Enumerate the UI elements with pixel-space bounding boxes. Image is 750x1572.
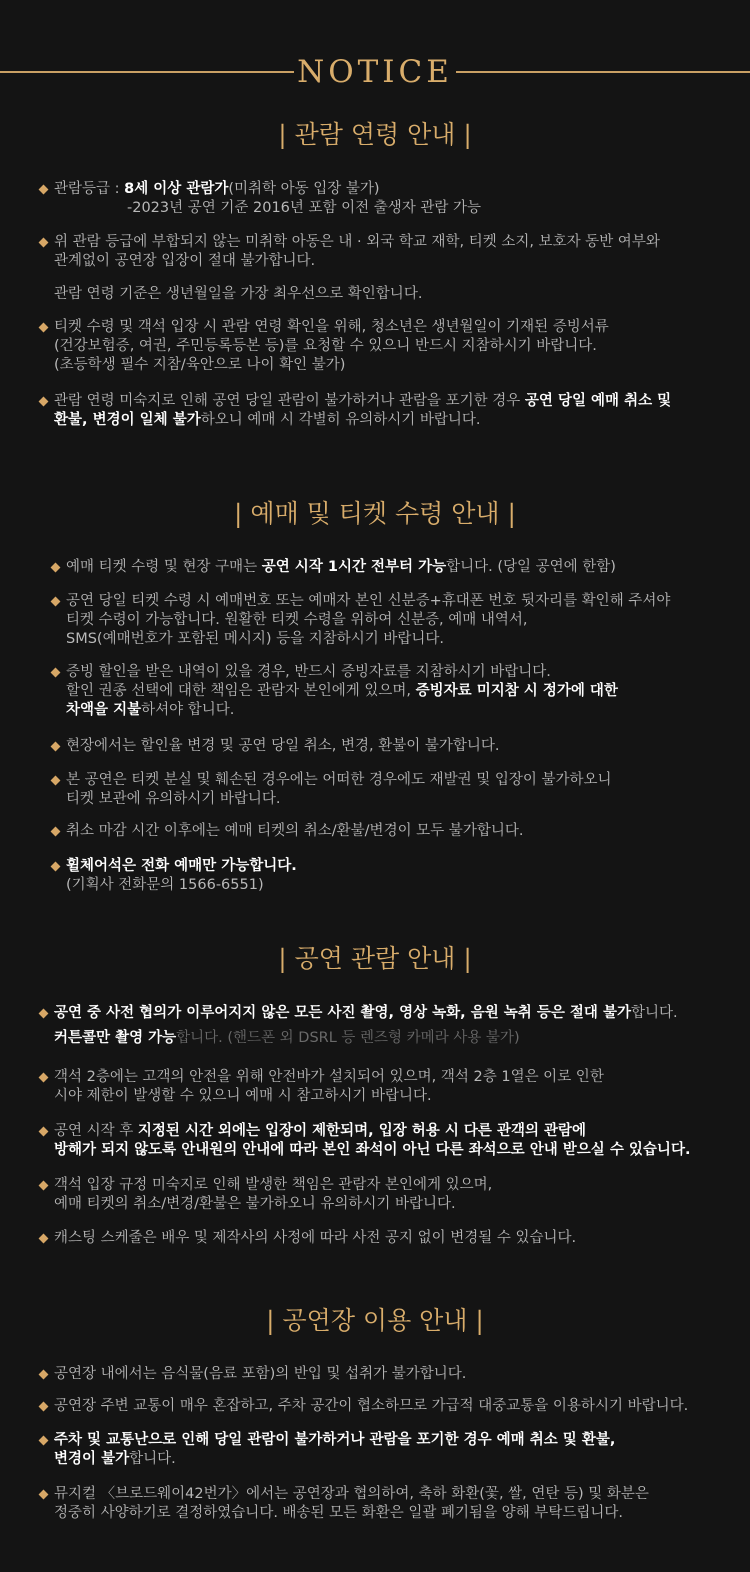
age-id-line-2: (건강보험증, 여권, 주민등록등본 등)를 요청할 수 있으니 반드시 지참하시기 바랍니다. [54,338,597,354]
viewing-photo-tail: 합니다. [630,1005,678,1021]
ticket-lost-line-1: 본 공연은 티켓 분실 및 훼손된 경우에는 어떠한 경우에도 재발권 및 입장이 불가하오니 [66,772,612,788]
bullet-diamond-icon [39,1181,49,1191]
venue-parking-item [54,1431,615,1469]
section-title-venue: | 공연장 이용 안내 | [266,1306,484,1335]
venue-food-text: 공연장 내에서는 음식물(음료 포함)의 반입 및 섭취가 불가합니다. [54,1366,467,1382]
age-refund-tail: 하오니 예매 시 각별히 유의하시기 바랍니다. [200,412,481,428]
viewing-rules-item [54,1176,492,1214]
viewing-rules-line-1: 객석 입장 규정 미숙지로 인해 발생한 책임은 관람자 본인에게 있으며, [54,1177,493,1193]
ticket-lost-item [66,771,612,809]
age-rating-item [54,180,481,218]
age-child-line-1: 위 관람 등급에 부합되지 않는 미취학 아동은 내 · 외국 학교 재학, 티켓 소지, 보호자 동반 여부와 [54,234,660,250]
age-child-item [54,233,660,271]
ticket-id-item [66,592,670,649]
ticket-discount-item [66,663,618,720]
viewing-latecomer-highlight-1: 지정된 시간 외에는 입장이 제한되며, 입장 허용 시 다른 관객의 관람에 [137,1123,587,1139]
viewing-casting-item [54,1229,576,1248]
age-refund-item [54,392,671,430]
venue-parking-highlight-1: 주차 및 교통난으로 인해 당일 관람이 불가하거나 관람을 포기한 경우 예매 취소 및 환불, [54,1432,616,1448]
age-id-line-1: 티켓 수령 및 객석 입장 시 관람 연령 확인을 위해, 청소년은 생년월일이 기재된 증빙서류 [54,319,609,335]
viewing-casting-text: 캐스팅 스케줄은 배우 및 제작사의 사정에 따라 사전 공지 없이 변경될 수 있습니다. [54,1230,577,1246]
ticket-wheelchair-item [66,857,297,895]
header-divider-right [456,71,750,73]
age-refund-text: 관람 연령 미숙지로 인해 공연 당일 관람이 불가하거나 관람을 포기한 경우 [54,393,525,409]
notice-header [0,52,750,92]
viewing-safety-line-1: 객석 2층에는 고객의 안전을 위해 안전바가 설치되어 있으며, 객석 2층 1열은 이로 인한 [54,1069,604,1085]
bullet-diamond-icon [51,742,61,752]
venue-traffic-text: 공연장 주변 교통이 매우 혼잡하고, 주차 공간이 협소하므로 가급적 대중교통을 이용하시기 바랍니다. [54,1398,689,1414]
section-title-age: | 관람 연령 안내 | [278,120,472,149]
bullet-diamond-icon [39,1370,49,1380]
age-rating-note: (미취학 아동 입장 불가) [228,181,380,197]
age-criterion-text: 관람 연령 기준은 생년월일을 가장 최우선으로 확인합니다. [54,286,423,302]
bullet-diamond-icon [39,1234,49,1244]
viewing-latecomer-item [54,1122,690,1160]
viewing-latecomer-text: 공연 시작 후 [54,1123,138,1139]
viewing-rules-line-2: 예매 티켓의 취소/변경/환불은 불가하오니 유의하시기 바랍니다. [54,1196,456,1212]
ticket-discount-highlight-2: 차액을 지불 [66,702,142,718]
venue-wreath-item [54,1485,649,1523]
viewing-curtaincall-note: 합니다. (핸드폰 외 DSRL 등 렌즈형 카메라 사용 불가) [176,1030,520,1046]
bullet-diamond-icon [39,1490,49,1500]
ticket-pickup-highlight: 공연 시작 1시간 전부터 가능 [261,559,447,575]
venue-wreath-line-2: 정중히 사양하기로 결정하였습니다. 배송된 모든 화환은 일괄 폐기됨을 양해 부탁드립니다. [54,1505,623,1521]
bullet-diamond-icon [39,238,49,248]
ticket-discount-line-1: 증빙 할인을 받은 내역이 있을 경우, 반드시 증빙자료를 지참하시기 바랍니다. [66,664,551,680]
bullet-diamond-icon [39,1402,49,1412]
viewing-photo-item [54,1004,678,1048]
bullet-diamond-icon [39,1073,49,1083]
viewing-safety-item [54,1068,604,1106]
section-title-ticket: | 예매 및 티켓 수령 안내 | [234,499,516,528]
venue-parking-tail: 합니다. [129,1451,176,1467]
viewing-curtaincall-highlight: 커튼콜만 촬영 가능 [54,1030,177,1046]
ticket-deadline-item [66,822,523,841]
venue-traffic-item [54,1397,688,1416]
viewing-safety-line-2: 시야 제한이 발생할 수 있으니 예매 시 참고하시기 바랍니다. [54,1088,432,1104]
ticket-wheelchair-phone: (기획사 전화문의 1566-6551) [66,877,264,893]
ticket-discount-tail: 하셔야 합니다. [141,702,235,718]
bullet-diamond-icon [51,827,61,837]
age-criterion-item [54,285,422,304]
venue-wreath-line-1: 뮤지컬 〈브로드웨이42번가〉에서는 공연장과 협의하여, 축하 화환(꽃, 쌀, 연탄 등) 및 화분은 [54,1486,649,1502]
bullet-diamond-icon [51,563,61,573]
section-title-viewing: | 공연 관람 안내 | [278,944,472,973]
venue-parking-highlight-2: 변경이 불가 [54,1451,130,1467]
age-id-item [54,318,609,375]
bullet-diamond-icon [39,185,49,195]
ticket-wheelchair-highlight: 휠체어석은 전화 예매만 가능합니다. [66,858,297,874]
age-rating-sub: -2023년 공연 기준 2016년 포함 이전 출생자 관람 가능 [127,200,482,216]
viewing-latecomer-highlight-2: 방해가 되지 않도록 안내원의 안내에 따라 본인 좌석이 아닌 다른 좌석으로 안내 받으실 수 있습니다. [54,1142,691,1158]
age-refund-highlight-2: 환불, 변경이 일체 불가 [54,412,201,428]
bullet-diamond-icon [39,397,49,407]
bullet-diamond-icon [39,1436,49,1446]
ticket-id-line-2: 티켓 수령이 가능합니다. 원활한 티켓 수령을 위하여 신분증, 예매 내역서, [66,612,528,628]
bullet-diamond-icon [51,668,61,678]
ticket-id-line-1: 공연 당일 티켓 수령 시 예매번호 또는 예매자 본인 신분증+휴대폰 번호 뒷자리를 확인해 주셔야 [66,593,671,609]
ticket-onsite-item [66,737,500,756]
bullet-diamond-icon [39,1127,49,1137]
age-child-line-2: 관계없이 공연장 입장이 절대 불가합니다. [54,253,316,269]
bullet-diamond-icon [51,776,61,786]
bullet-diamond-icon [51,862,61,872]
viewing-photo-highlight: 공연 중 사전 협의가 이루어지지 않은 모든 사진 촬영, 영상 녹화, 음원 녹취 등은 절대 불가 [54,1005,631,1021]
bullet-diamond-icon [51,597,61,607]
notice-title: NOTICE [297,54,453,90]
age-refund-highlight-1: 공연 당일 예매 취소 및 [524,393,672,409]
ticket-discount-highlight-1: 증빙자료 미지참 시 정가에 대한 [415,683,618,699]
ticket-discount-text: 할인 권종 선택에 대한 책임은 관람자 본인에게 있으며, [66,683,416,699]
ticket-pickup-tail: 합니다. (당일 공연에 한함) [446,559,616,575]
ticket-lost-line-2: 티켓 보관에 유의하시기 바랍니다. [66,791,281,807]
ticket-id-line-3: SMS(예매번호가 포함된 메시지) 등을 지참하시기 바랍니다. [66,631,445,647]
bullet-diamond-icon [39,323,49,333]
age-id-line-3: (초등학생 필수 지참/육안으로 나이 확인 불가) [54,357,346,373]
ticket-deadline-text: 취소 마감 시간 이후에는 예매 티켓의 취소/환불/변경이 모두 불가합니다. [66,823,524,839]
ticket-onsite-text: 현장에서는 할인율 변경 및 공연 당일 취소, 변경, 환불이 불가합니다. [66,738,500,754]
venue-food-item [54,1365,466,1384]
age-rating-label: 관람등급 : [54,181,125,197]
age-rating-value: 8세 이상 관람가 [124,181,229,197]
ticket-pickup-text: 예매 티켓 수령 및 현장 구매는 [66,559,262,575]
ticket-pickup-item [66,558,616,577]
bullet-diamond-icon [39,1009,49,1019]
